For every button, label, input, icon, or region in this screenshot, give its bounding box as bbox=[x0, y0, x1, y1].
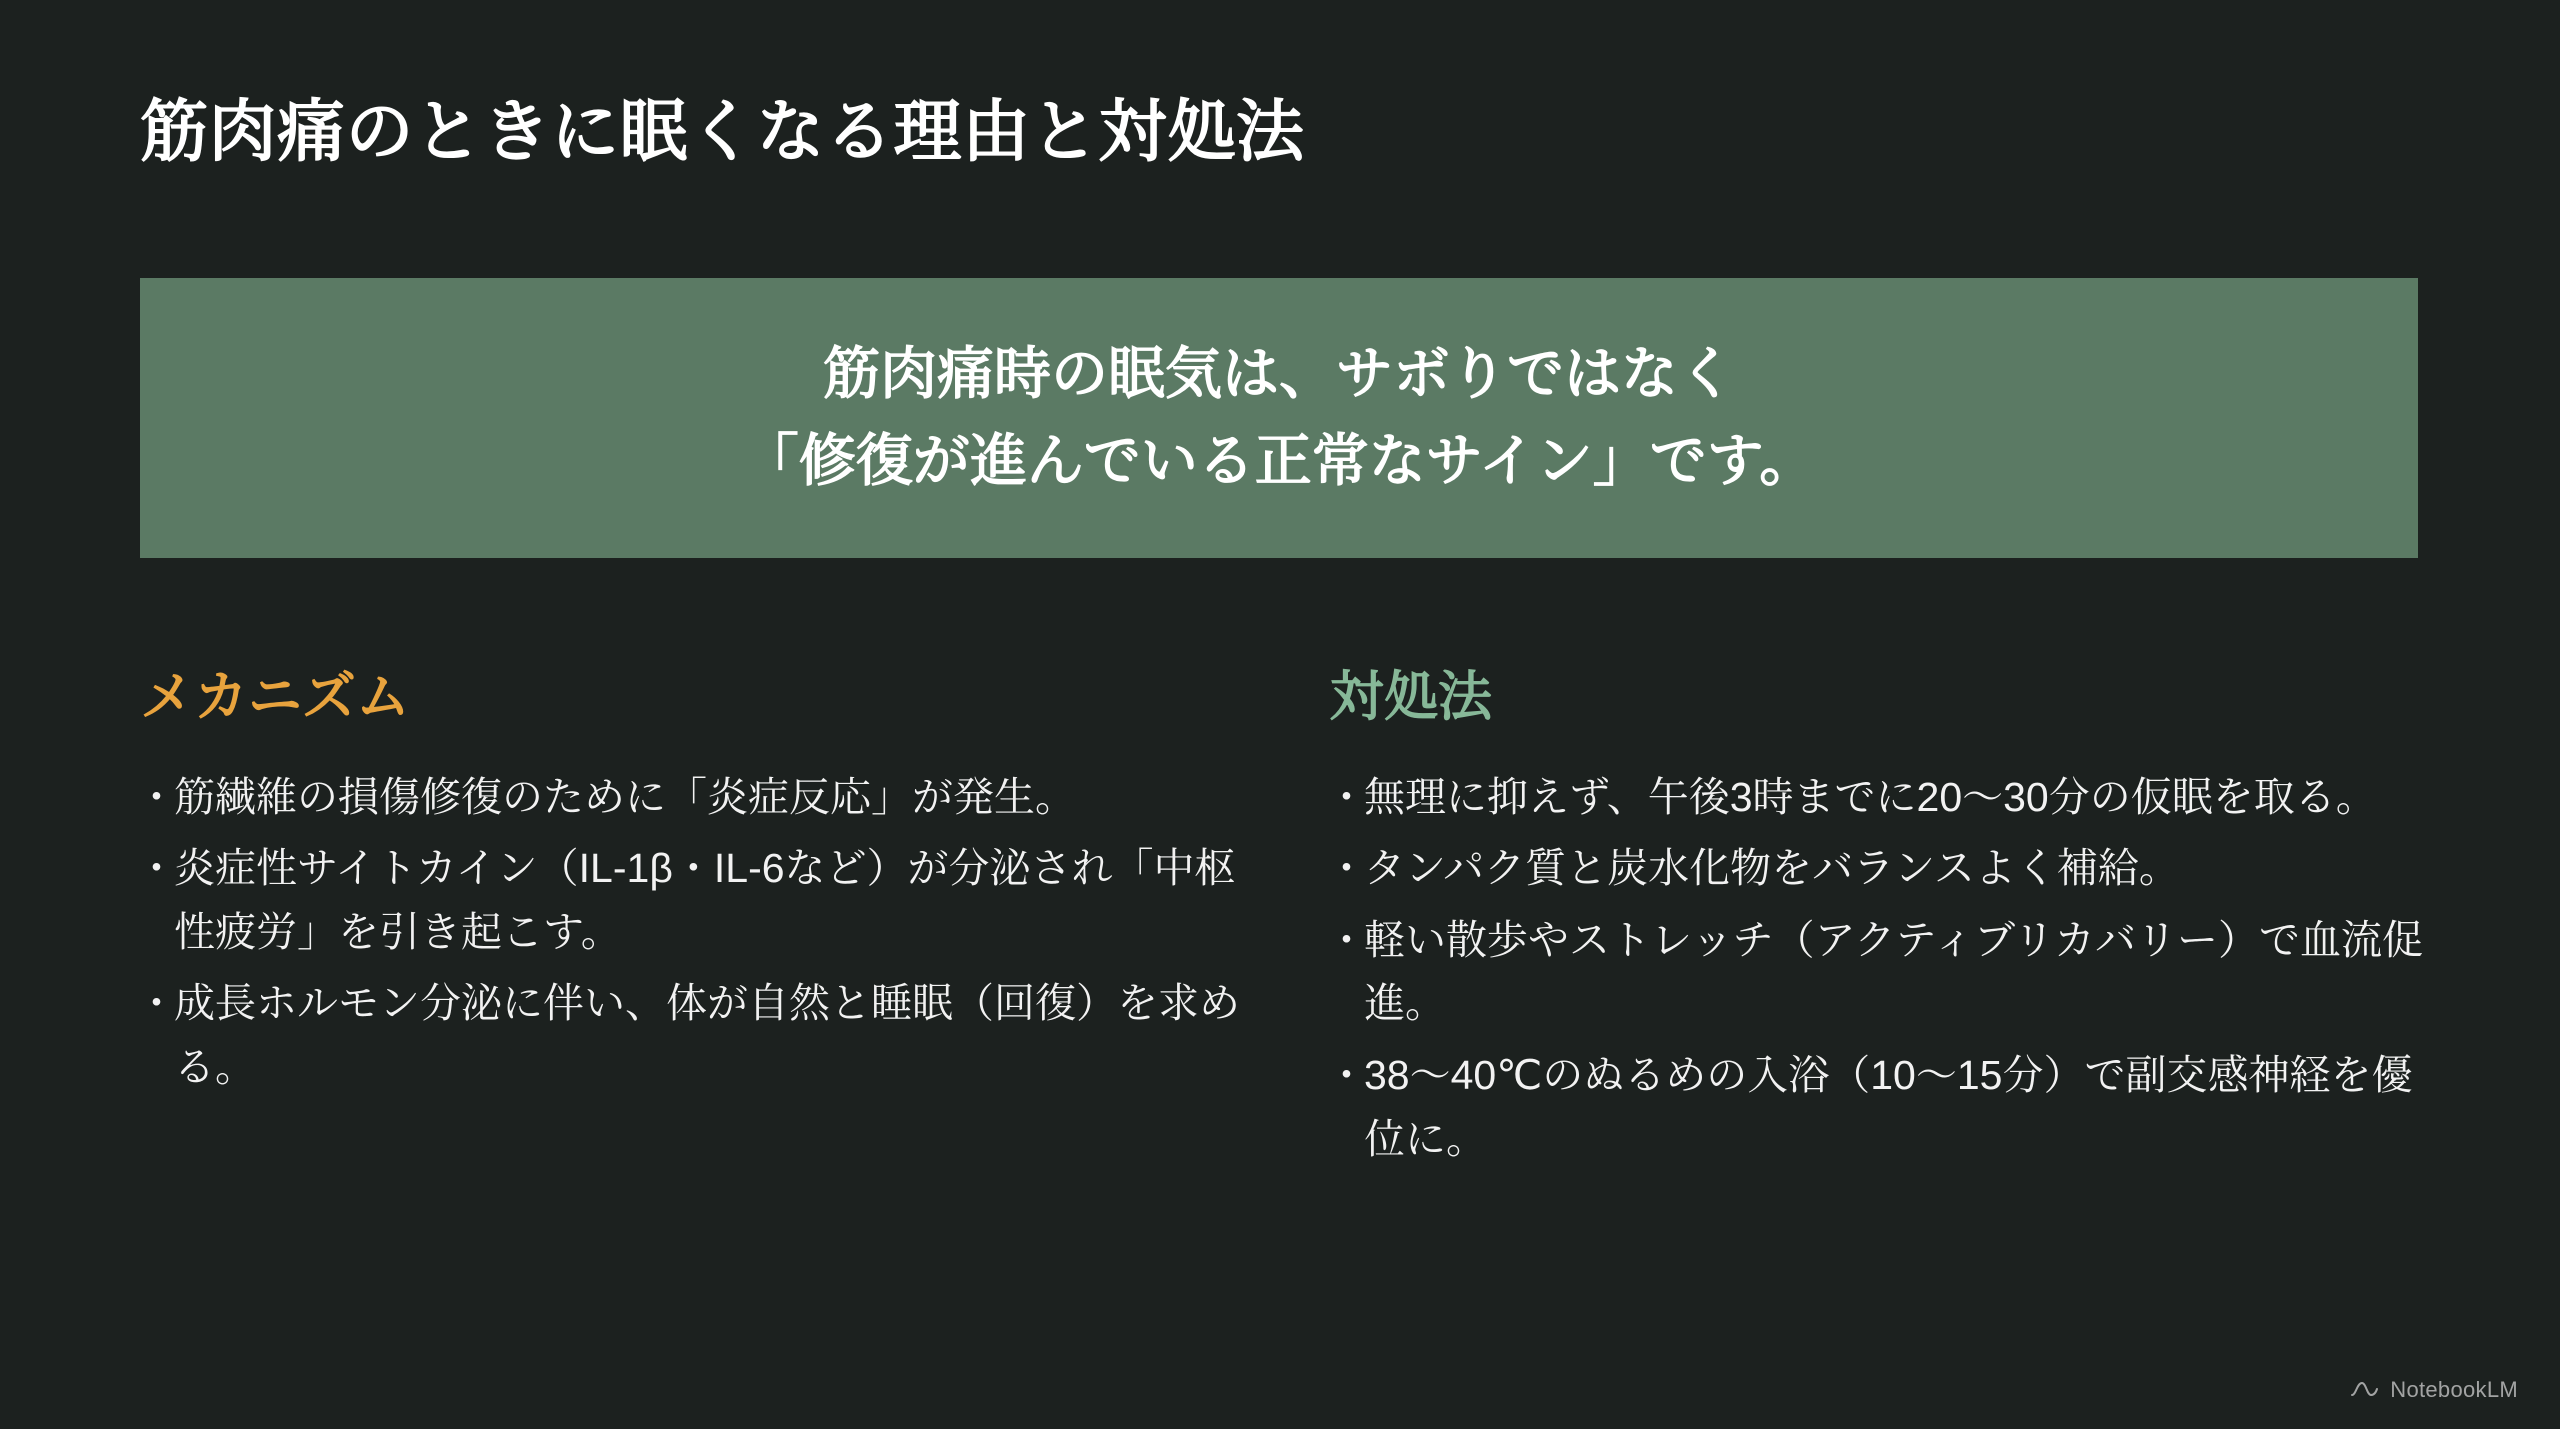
list-item: ・ 38〜40℃のぬるめの入浴（10〜15分）で副交感神経を優位に。 bbox=[1330, 1044, 2430, 1171]
banner-line-1: 筋肉痛時の眠気は、サボりではなく bbox=[823, 342, 1735, 407]
column-mechanism bbox=[140, 665, 1240, 1179]
bullet-list-remedies bbox=[1330, 766, 2430, 1171]
list-item: ・ 無理に抑えず、午後3時までに20〜30分の仮眠を取る。 bbox=[1330, 766, 2430, 830]
column-heading-mechanism: メカニズム bbox=[140, 667, 410, 727]
content-columns bbox=[140, 665, 2430, 1179]
bullet-list-mechanism bbox=[140, 766, 1240, 1100]
page-title: 筋肉痛のときに眠くなる理由と対処法 bbox=[140, 94, 1305, 170]
banner-line-2: 「修復が進んでいる正常なサイン」です。 bbox=[741, 429, 1817, 493]
column-heading-remedies: 対処法 bbox=[1330, 667, 1492, 727]
list-item: ・ タンパク質と炭水化物をバランスよく補給。 bbox=[1330, 837, 2430, 901]
highlight-banner bbox=[140, 278, 2418, 558]
notebooklm-logo-icon bbox=[2350, 1379, 2380, 1401]
list-item: ・ 炎症性サイトカイン（IL-1β・IL-6など）が分泌され「中枢性疲労」を引き起こす。 bbox=[140, 837, 1240, 964]
column-remedies bbox=[1330, 665, 2430, 1179]
notebooklm-logo-label: NotebookLM bbox=[2390, 1377, 2518, 1402]
footer-branding bbox=[2350, 1377, 2518, 1403]
list-item: ・ 筋繊維の損傷修復のために「炎症反応」が発生。 bbox=[140, 766, 1240, 830]
list-item: ・ 成長ホルモン分泌に伴い、体が自然と睡眠（回復）を求める。 bbox=[140, 972, 1240, 1099]
list-item: ・ 軽い散歩やストレッチ（アクティブリカバリー）で血流促進。 bbox=[1330, 909, 2430, 1036]
